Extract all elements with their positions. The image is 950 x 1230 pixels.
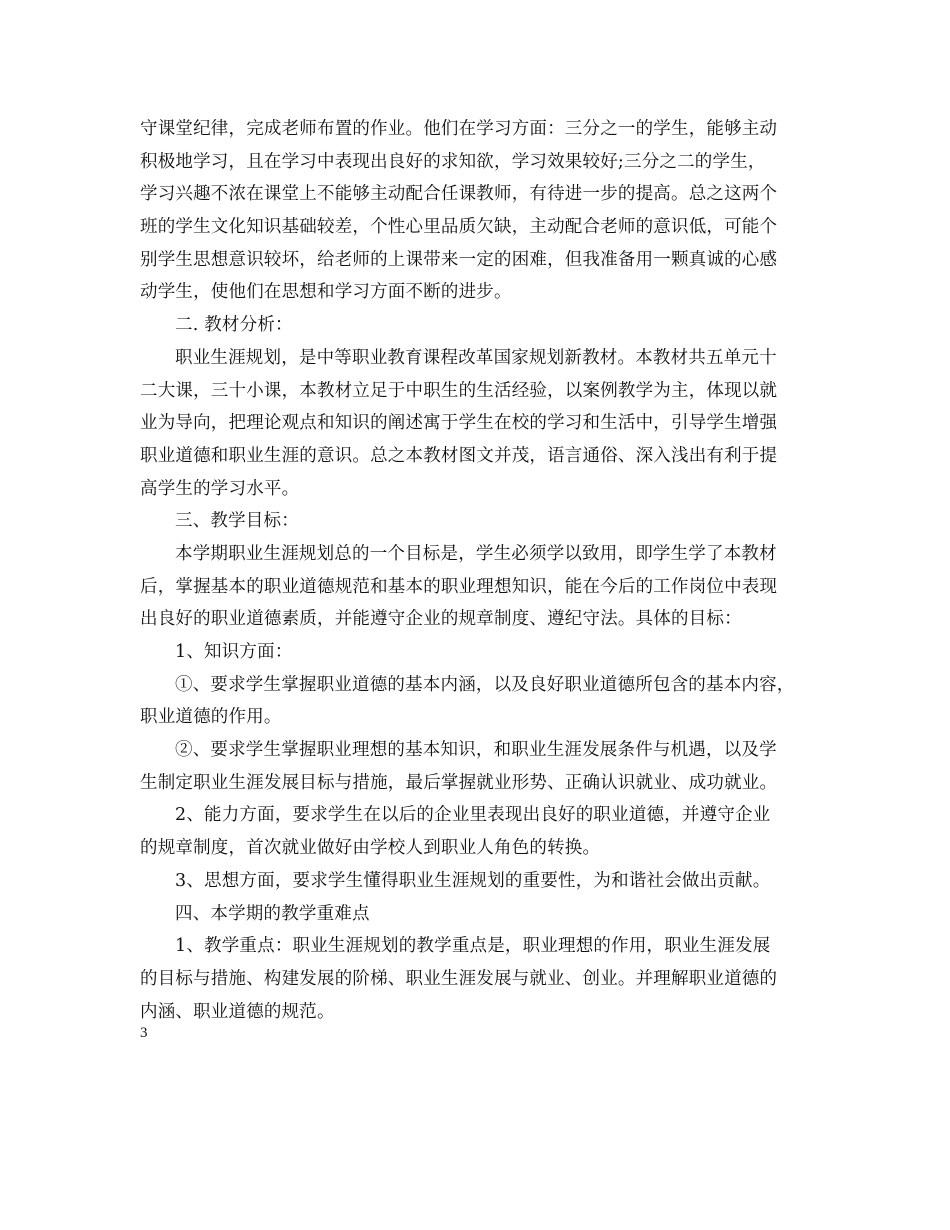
body-text xyxy=(140,113,822,1028)
text-line: 班的学生文化知识基础较差，个性心里品质欠缺，主动配合老师的意识低，可能个 xyxy=(140,217,778,238)
text-line: 职业生涯规划，是中等职业教育课程改革国家规划新教材。本教材共五单元十 xyxy=(175,347,777,368)
text-line: ①、要求学生掌握职业道德的基本内涵，以及良好职业道德所包含的基本内容， xyxy=(175,674,795,695)
text-line: 出良好的职业道德素质，并能遵守企业的规章制度、遵纪守法。具体的目标： xyxy=(140,609,742,630)
text-line: 动学生，使他们在思想和学习方面不断的进步。 xyxy=(140,282,512,303)
subsection-heading: 1、知识方面： xyxy=(175,642,293,662)
text-line: 2、能力方面，要求学生在以后的企业里表现出良好的职业道德，并遵守企业 xyxy=(175,805,771,826)
page-number: 3 xyxy=(140,1025,148,1041)
section-heading: 三、教学目标： xyxy=(175,511,299,532)
text-line: 的目标与措施、构建发展的阶梯、职业生涯发展与就业、创业。并理解职业道德的 xyxy=(140,968,778,989)
text-line: 别学生思想意识较坏，给老师的上课带来一定的困难，但我准备用一颗真诚的心感 xyxy=(140,249,778,270)
text-line: ②、要求学生掌握职业理想的基本知识，和职业生涯发展条件与机遇，以及学 xyxy=(175,740,777,761)
section-heading: 四、本学期的教学重难点 xyxy=(175,903,370,924)
text-line: 3、思想方面，要求学生懂得职业生涯规划的重要性，为和谐社会做出贡献。 xyxy=(175,870,771,891)
text-line: 积极地学习，且在学习中表现出良好的求知欲，学习效果较好;三分之二的学生， xyxy=(140,151,766,172)
section-heading: 二. 教材分析： xyxy=(175,315,293,336)
text-line: 本学期职业生涯规划总的一个目标是，学生必须学以致用，即学生学了本教材 xyxy=(175,543,777,564)
text-line: 二大课，三十小课，本教材立足于中职生的生活经验，以案例教学为主，体现以就 xyxy=(140,380,778,401)
text-line: 业为导向，把理论观点和知识的阐述寓于学生在校的学习和生活中，引导学生增强 xyxy=(140,413,778,434)
text-line: 的规章制度，首次就业做好由学校人到职业人角色的转换。 xyxy=(140,838,601,859)
text-line: 学习兴趣不浓在课堂上不能够主动配合任课教师，有待进一步的提高。总之这两个 xyxy=(140,184,778,205)
text-line: 内涵、职业道德的规范。 xyxy=(140,1001,335,1022)
text-line: 职业道德的作用。 xyxy=(140,707,282,728)
text-line: 职业道德和职业生涯的意识。总之本教材图文并茂，语言通俗、深入浅出有利于提 xyxy=(140,445,778,466)
text-line: 高学生的学习水平。 xyxy=(140,478,300,499)
text-line: 1、教学重点：职业生涯规划的教学重点是，职业理想的作用，职业生涯发展 xyxy=(175,936,771,957)
text-line: 守课堂纪律，完成老师布置的作业。他们在学习方面：三分之一的学生，能够主动 xyxy=(140,119,778,139)
text-line: 生制定职业生涯发展目标与措施，最后掌握就业形势、正确认识就业、成功就业。 xyxy=(140,772,778,793)
text-line: 后，掌握基本的职业道德规范和基本的职业理想知识，能在今后的工作岗位中表现 xyxy=(140,576,778,597)
